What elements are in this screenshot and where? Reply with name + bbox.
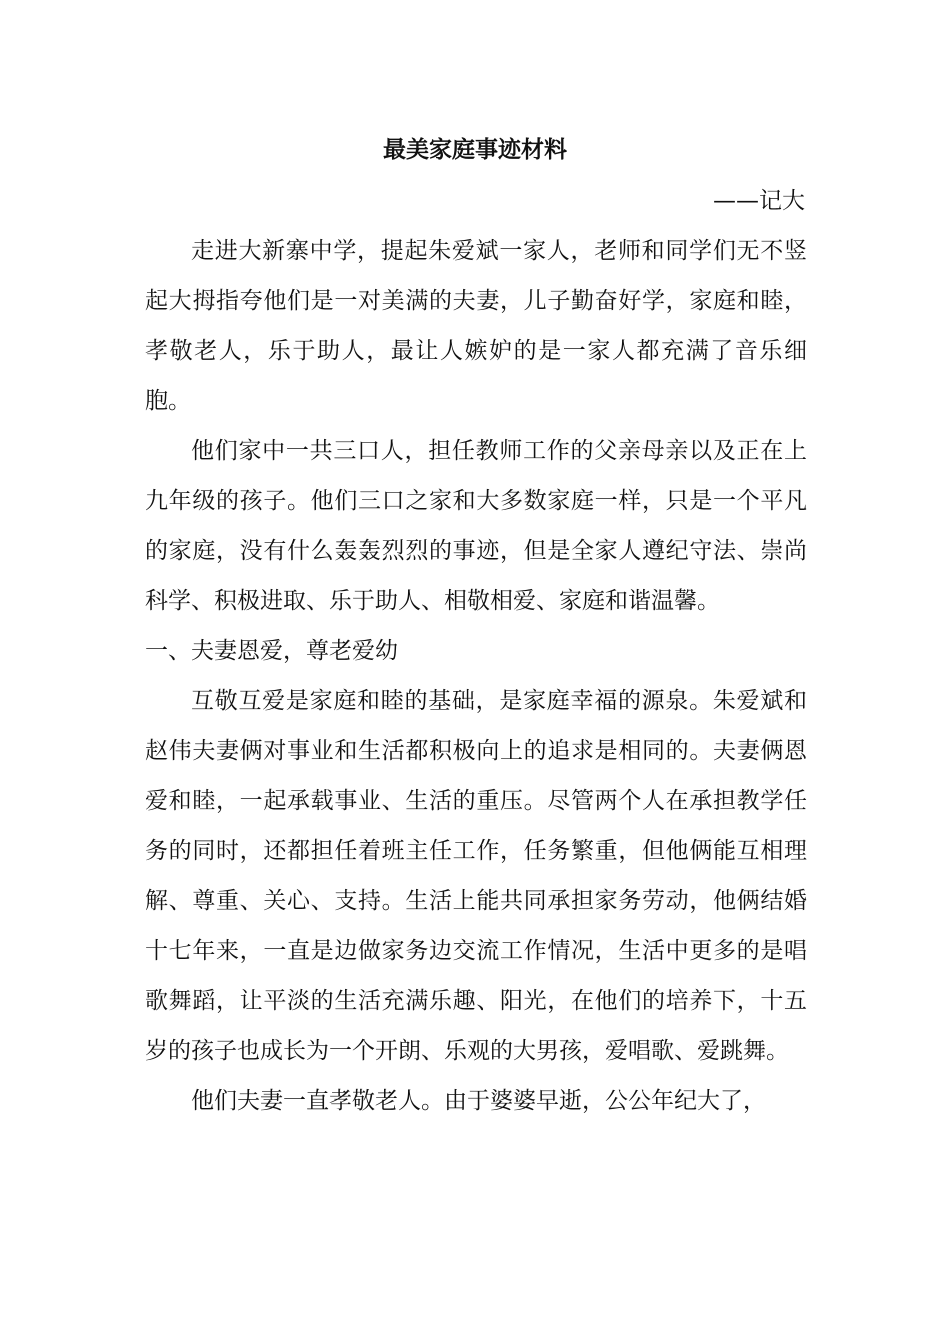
document-body: [145, 226, 807, 1126]
paragraph-mutual-respect: 互敬互爱是家庭和睦的基础，是家庭幸福的源泉。朱爱斌和赵伟夫妻俩对事业和生活都积极向上的追求是相同的。夫妻俩恩爱和睦，一起承载事业、生活的重压。尽管两个人在承担教学任务的同时，还都担任着班主任工作，任务繁重，但他俩能互相理解、尊重、关心、支持。生活上能共同承担家务劳动，他俩结婚十七年来，一直是边做家务边交流工作情况，生活中更多的是唱歌舞蹈，让平淡的生活充满乐趣、阳光，在他们的培养下，十五岁的孩子也成长为一个开朗、乐观的大男孩，爱唱歌、爱跳舞。: [145, 688, 807, 1064]
section-heading: 一、夫妻恩爱，尊老爱幼: [145, 638, 398, 664]
paragraph-family-members: 他们家中一共三口人，担任教师工作的父亲母亲以及正在上九年级的孩子。他们三口之家和大多数家庭一样，只是一个平凡的家庭，没有什么轰轰烈烈的事迹，但是全家人遵纪守法、崇尚科学、积极进取、乐于助人、相敬相爱、家庭和谐温馨。: [145, 438, 807, 614]
paragraph-intro: 走进大新寨中学，提起朱爱斌一家人，老师和同学们无不竖起大拇指夸他们是一对美满的夫妻，儿子勤奋好学，家庭和睦，孝敬老人，乐于助人，最让人嫉妒的是一家人都充满了音乐细胞。: [145, 238, 807, 414]
author-line: ——记大: [713, 188, 805, 214]
document-title: 最美家庭事迹材料: [383, 137, 567, 163]
paragraph-filial-piety: 他们夫妻一直孝敬老人。由于婆婆早逝，公公年纪大了，: [191, 1088, 766, 1114]
